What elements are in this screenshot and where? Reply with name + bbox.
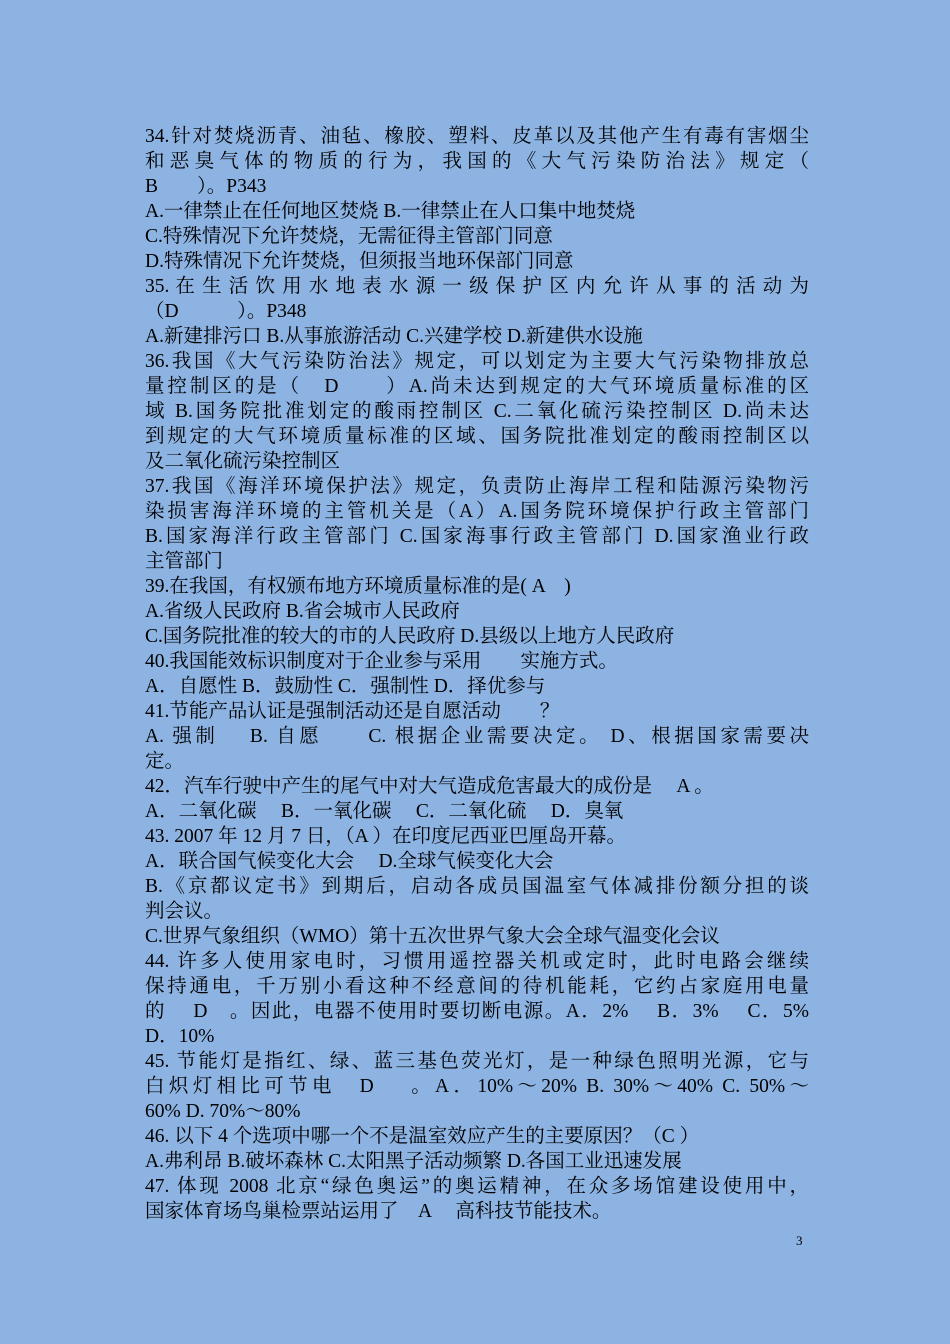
- text-line: 42．汽车行驶中产生的尾气中对大气造成危害最大的成份是 A 。: [145, 776, 714, 797]
- text-line: 37.我国《海洋环境保护法》规定，负责防止海岸工程和陆源污染物污: [145, 476, 809, 497]
- text-line: 46. 以下 4 个选项中哪一个不是温室效应产生的主要原因？（C ）: [145, 1126, 700, 1147]
- text-line: A.新建排污口 B.从事旅游活动 C.兴建学校 D.新建供水设施: [145, 326, 643, 347]
- text-line: 域 B.国务院批准划定的酸雨控制区 C.二氧化硫污染控制区 D.尚未达: [145, 401, 809, 422]
- text-line: 47. 体现 2008 北京“绿色奥运”的奥运精神，在众多场馆建设使用中，: [145, 1176, 809, 1197]
- text-line: 39.在我国，有权颁布地方环境质量标准的是( A ): [145, 576, 571, 597]
- text-line: 主管部门: [145, 551, 224, 572]
- text-line: 34.针对焚烧沥青、油毡、橡胶、塑料、皮革以及其他产生有毒有害烟尘: [145, 126, 809, 147]
- text-line: 国家体育场鸟巢检票站运用了 A 高科技节能技术。: [145, 1201, 612, 1222]
- text-line: 41.节能产品认证是强制活动还是自愿活动 ？: [145, 701, 560, 722]
- text-line: C.世界气象组织（WMO）第十五次世界气象大会全球气温变化会议: [145, 926, 720, 947]
- text-line: 判会议。: [145, 901, 224, 922]
- page-number: 3: [796, 1233, 803, 1248]
- text-line: C.国务院批准的较大的市的人民政府 D.县级以上地方人民政府: [145, 626, 675, 647]
- text-line: A.弗利昂 B.破坏森林 C.太阳黑子活动频繁 D.各国工业迅速发展: [145, 1151, 682, 1172]
- text-line: B.《京都议定书》到期后，启动各成员国温室气体减排份额分担的谈: [145, 876, 809, 897]
- text-line: 白炽灯相比可节电 D 。A．10%～20% B. 30%～40% C. 50%～: [145, 1076, 809, 1097]
- text-line: 染损害海洋环境的主管机关是（A）A.国务院环境保护行政主管部门: [145, 501, 809, 522]
- text-line: 44. 许多人使用家电时，习惯用遥控器关机或定时，此时电路会继续: [145, 951, 809, 972]
- text-line: （D ）。P348: [145, 301, 307, 322]
- text-line: D．10%: [145, 1026, 215, 1047]
- text-line: 保持通电，千万别小看这种不经意间的待机能耗，它约占家庭用电量: [145, 976, 809, 997]
- text-line: 和恶臭气体的物质的行为，我国的《大气污染防治法》规定（: [145, 151, 809, 172]
- text-line: 43. 2007 年 12 月 7 日，（A ）在印度尼西亚巴厘岛开幕。: [145, 826, 627, 847]
- text-line: B.国家海洋行政主管部门 C.国家海事行政主管部门 D.国家渔业行政: [145, 526, 809, 547]
- text-line: 及二氧化硫污染控制区: [145, 451, 341, 472]
- page-body: [145, 124, 809, 1224]
- text-line: A．联合国气候变化大会 D.全球气候变化大会: [145, 851, 554, 872]
- text-line: A．自愿性 B．鼓励性 C．强制性 D．择优参与: [145, 676, 546, 697]
- text-line: C.特殊情况下允许焚烧，无需征得主管部门同意: [145, 226, 553, 247]
- text-line: D.特殊情况下允许焚烧，但须报当地环保部门同意: [145, 251, 574, 272]
- text-line: 45. 节能灯是指红、绿、蓝三基色荧光灯，是一种绿色照明光源，它与: [145, 1051, 809, 1072]
- text-line: 的 D 。因此，电器不使用时要切断电源。A．2% B．3% C．5%: [145, 1001, 809, 1022]
- text-line: A.一律禁止在任何地区焚烧 B.一律禁止在人口集中地焚烧: [145, 201, 636, 222]
- text-line: 到规定的大气环境质量标准的区域、国务院批准划定的酸雨控制区以: [145, 426, 809, 447]
- text-line: A. 强制 B. 自愿 C. 根据企业需要决定。 D、根据国家需要决: [145, 726, 809, 747]
- text-line: B ）。P343: [145, 176, 267, 197]
- text-line: 60% D. 70%～80%: [145, 1101, 301, 1122]
- text-line: A.省级人民政府 B.省会城市人民政府: [145, 601, 460, 622]
- text-line: 量控制区的是（ D ）A.尚未达到规定的大气环境质量标准的区: [145, 376, 809, 397]
- text-line: 36.我国《大气污染防治法》规定，可以划定为主要大气污染物排放总: [145, 351, 809, 372]
- text-line: 40.我国能效标识制度对于企业参与采用 实施方式。: [145, 651, 618, 672]
- text-line: A．二氧化碳 B．一氧化碳 C．二氧化硫 D．臭氧: [145, 801, 624, 822]
- text-line: 35. 在 生 活 饮 用 水 地 表 水 源 一 级 保 护 区 内 允 许 从 事 的 活 动 为: [145, 276, 809, 297]
- text-line: 定。: [145, 751, 185, 772]
